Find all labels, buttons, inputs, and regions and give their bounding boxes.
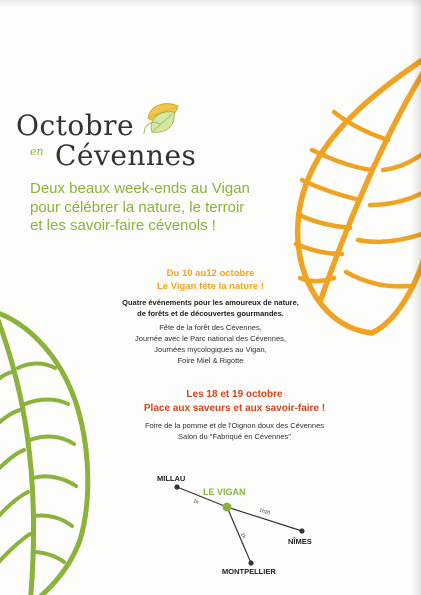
- page-title-line1: Octobre: [16, 109, 135, 142]
- intro-line: pour célébrer la nature, le terroir: [30, 198, 245, 216]
- le-vigan-dot-icon: [223, 503, 232, 512]
- weekend2-line: Foire de la pomme et de l'Oignon doux des Cévennes: [144, 421, 325, 430]
- intro-line: et les savoir-faire cévenols !: [30, 217, 216, 234]
- map-city-millau: MILLAU: [157, 474, 186, 483]
- weekend1-date: Du 10 au12 octobre: [166, 268, 255, 279]
- map-city-montpellier: MONTPELLIER: [222, 567, 276, 576]
- map-center-label: LE VIGAN: [203, 487, 246, 497]
- nimes-dot-icon: [299, 528, 304, 533]
- weekend2-date: Les 18 et 19 octobre: [186, 389, 283, 400]
- weekend1-event: Foire Miel & Rigotte: [177, 356, 244, 365]
- weekend1-event: Journées mycologiques au Vigan,: [154, 345, 267, 354]
- page-title-line2: Cévennes: [55, 139, 197, 172]
- map-distance-millau: 1h: [192, 498, 200, 506]
- weekend2-line: Salon du "Fabriqué en Cévennes": [178, 432, 291, 441]
- map-city-nimes: NÎMES: [288, 537, 312, 546]
- scan-edge-shadow: [411, 0, 421, 595]
- map-distance-montpellier: 1h: [238, 532, 247, 540]
- weekend2-headline: Place aux saveurs et aux savoir-faire !: [143, 403, 326, 414]
- map-distance-nimes: 1h20: [258, 507, 271, 517]
- montpellier-dot-icon: [248, 560, 253, 565]
- weekend1-event: Fête de la forêt des Cévennes,: [159, 323, 262, 332]
- page-title-connector: en: [30, 145, 44, 158]
- millau-dot-icon: [174, 484, 179, 489]
- intro-line: Deux beaux week-ends au Vigan: [30, 180, 250, 197]
- weekend1-headline: Le Vigan fête la nature !: [157, 281, 264, 292]
- weekend1-lead: Quatre événements pour les amoureux de nature,: [122, 298, 299, 307]
- weekend1-lead: de forêts et de découvertes gourmandes.: [137, 309, 284, 318]
- weekend1-event: Journée avec le Parc national des Cévennes,: [135, 334, 286, 343]
